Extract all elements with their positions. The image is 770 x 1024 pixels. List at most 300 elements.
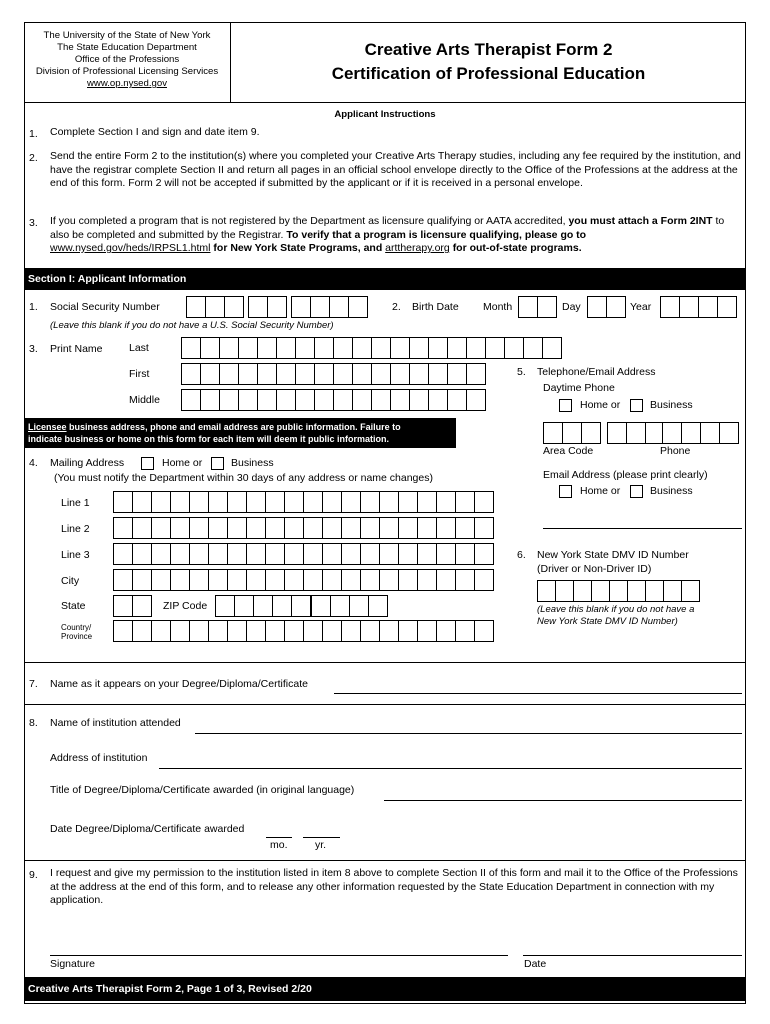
char-box[interactable]: [181, 389, 201, 411]
address-change-note: (You must notify the Department within 30 days of any address or name changes): [54, 472, 433, 484]
zip-ext-box[interactable]: [349, 595, 369, 617]
degree-date-label: Date Degree/Diploma/Certificate awarded: [50, 823, 245, 835]
birth-month-boxes[interactable]: [518, 296, 558, 318]
char-box[interactable]: [113, 569, 133, 591]
char-box[interactable]: [246, 543, 266, 565]
char-box[interactable]: [295, 363, 315, 385]
line3-label: Line 3: [61, 549, 90, 561]
instruction-3-bold: To verify that a program is licensure qualifying, please go to: [286, 228, 587, 241]
char-box[interactable]: [113, 517, 133, 539]
char-box[interactable]: [200, 337, 220, 359]
char-box[interactable]: [474, 517, 494, 539]
char-box[interactable]: [409, 363, 429, 385]
char-box[interactable]: [200, 389, 220, 411]
last-name-boxes[interactable]: [181, 337, 573, 359]
char-box[interactable]: [238, 337, 258, 359]
char-box[interactable]: [227, 620, 247, 642]
char-box[interactable]: [409, 337, 429, 359]
char-box[interactable]: [609, 580, 628, 602]
char-box[interactable]: [189, 517, 209, 539]
char-box[interactable]: [537, 580, 556, 602]
char-box[interactable]: [170, 543, 190, 565]
char-box[interactable]: [398, 491, 418, 513]
char-box[interactable]: [371, 337, 391, 359]
char-box[interactable]: [219, 363, 239, 385]
char-box[interactable]: [333, 337, 353, 359]
char-box[interactable]: [253, 595, 273, 617]
country-label-1: Country/: [61, 623, 92, 632]
char-box[interactable]: [151, 491, 171, 513]
char-box[interactable]: [474, 569, 494, 591]
char-box[interactable]: [360, 517, 380, 539]
char-box[interactable]: [719, 422, 739, 444]
middle-name-label: Middle: [129, 394, 160, 406]
char-box[interactable]: [219, 389, 239, 411]
char-box[interactable]: [227, 569, 247, 591]
page-footer: Creative Arts Therapist Form 2, Page 1 of 3, Revised 2/20: [24, 977, 746, 1001]
char-box[interactable]: [379, 620, 399, 642]
char-box[interactable]: [409, 389, 429, 411]
char-box[interactable]: [341, 569, 361, 591]
char-box[interactable]: [333, 363, 353, 385]
char-box[interactable]: [645, 580, 664, 602]
degree-month-input-line[interactable]: [266, 837, 292, 838]
dmv-id-note: [537, 604, 694, 628]
phone-prefix-boxes[interactable]: [607, 422, 667, 444]
char-box[interactable]: [390, 363, 410, 385]
day-label: Day: [562, 301, 581, 313]
item-number: 2.: [29, 152, 38, 164]
mailing-business-checkbox[interactable]: [211, 457, 224, 470]
zip-label: ZIP Code: [163, 600, 208, 612]
char-box[interactable]: [246, 491, 266, 513]
char-box[interactable]: [417, 569, 437, 591]
char-box[interactable]: [284, 491, 304, 513]
char-box[interactable]: [390, 337, 410, 359]
char-box[interactable]: [341, 491, 361, 513]
char-box[interactable]: [219, 337, 239, 359]
char-box[interactable]: [455, 517, 475, 539]
business-label: Business: [231, 457, 274, 469]
signature-label: Signature: [50, 958, 95, 970]
char-box[interactable]: [113, 543, 133, 565]
char-box[interactable]: [607, 422, 627, 444]
zip-code-boxes[interactable]: [215, 595, 401, 617]
month-label: Month: [483, 301, 513, 313]
char-box[interactable]: [352, 337, 372, 359]
char-box[interactable]: [257, 337, 277, 359]
org-line: Office of the Professions: [74, 54, 180, 65]
char-box[interactable]: [151, 543, 171, 565]
char-box[interactable]: [181, 337, 201, 359]
char-box[interactable]: [265, 569, 285, 591]
instruction-3: [50, 215, 744, 256]
print-name-label: Print Name: [50, 343, 103, 355]
char-box[interactable]: [417, 517, 437, 539]
q5-number: 5.: [517, 366, 526, 378]
char-box[interactable]: [265, 620, 285, 642]
signature-input-line[interactable]: [50, 955, 508, 956]
instruction-3-text: If you completed a program that is not registered by the Department as licensure qualifying or AATA accredited,: [50, 215, 566, 227]
permission-statement: I request and give my permission to the institution listed in item 8 above to complete Section II of this form and mail it to the Office of the Professions at the address at the end of this form, and to release any other information requested by the State Education Department in connection with my application.: [50, 867, 738, 906]
degree-title-input-line[interactable]: [384, 800, 742, 801]
char-box[interactable]: [113, 491, 133, 513]
char-box[interactable]: [428, 337, 448, 359]
char-box[interactable]: [200, 363, 220, 385]
char-box[interactable]: [447, 363, 467, 385]
institution-name-label: Name of institution attended: [50, 717, 181, 729]
char-box[interactable]: [542, 337, 562, 359]
char-box[interactable]: [208, 543, 228, 565]
q2-number: 2.: [392, 301, 401, 313]
char-box[interactable]: [626, 422, 646, 444]
char-box[interactable]: [428, 363, 448, 385]
char-box[interactable]: [189, 620, 209, 642]
char-box[interactable]: [291, 595, 311, 617]
char-box[interactable]: [447, 389, 467, 411]
email-label: Email Address (please print clearly): [543, 469, 708, 481]
zip-ext-box[interactable]: [330, 595, 350, 617]
char-box[interactable]: [246, 517, 266, 539]
char-box[interactable]: [573, 580, 592, 602]
char-box[interactable]: [322, 491, 342, 513]
char-box[interactable]: [276, 389, 296, 411]
date-label: Date: [524, 958, 547, 970]
char-box[interactable]: [238, 389, 258, 411]
char-box[interactable]: [265, 491, 285, 513]
year-label: Year: [630, 301, 652, 313]
char-box[interactable]: [485, 337, 505, 359]
char-box[interactable]: [132, 620, 152, 642]
phone-business-checkbox[interactable]: [630, 399, 643, 412]
birth-year-boxes[interactable]: [660, 296, 738, 318]
char-box[interactable]: [189, 569, 209, 591]
degree-year-input-line[interactable]: [303, 837, 340, 838]
state-label: State: [61, 600, 86, 612]
char-box[interactable]: [322, 517, 342, 539]
char-box[interactable]: [700, 422, 720, 444]
last-name-label: Last: [129, 342, 149, 354]
first-name-boxes[interactable]: [181, 363, 493, 385]
char-box[interactable]: [466, 389, 486, 411]
year-abbrev-label: yr.: [315, 839, 327, 851]
institution-address-input-line[interactable]: [159, 768, 742, 769]
email-business-checkbox[interactable]: [630, 485, 643, 498]
char-box[interactable]: [417, 620, 437, 642]
divider: [24, 662, 746, 663]
char-box[interactable]: [436, 620, 456, 642]
char-box[interactable]: [303, 491, 323, 513]
char-box[interactable]: [208, 620, 228, 642]
address-line3-boxes[interactable]: [113, 543, 505, 565]
char-box[interactable]: [455, 620, 475, 642]
char-box[interactable]: [234, 595, 254, 617]
city-label: City: [61, 575, 80, 587]
char-box[interactable]: [352, 363, 372, 385]
business-label: Business: [650, 485, 693, 497]
divider: [24, 704, 746, 705]
char-box[interactable]: [208, 569, 228, 591]
char-box[interactable]: [295, 337, 315, 359]
char-box[interactable]: [398, 543, 418, 565]
address-line2-boxes[interactable]: [113, 517, 505, 539]
email-input-line[interactable]: [543, 528, 742, 529]
telephone-email-label: Telephone/Email Address: [537, 366, 656, 378]
char-box[interactable]: [504, 337, 524, 359]
phone-home-checkbox[interactable]: [559, 399, 572, 412]
char-box[interactable]: [417, 543, 437, 565]
char-box[interactable]: [436, 543, 456, 565]
zip-ext-box[interactable]: [368, 595, 388, 617]
form-title: [231, 38, 746, 86]
char-box[interactable]: [284, 569, 304, 591]
instruction-2: Send the entire Form 2 to the institution(s) where you completed your Creative Arts Therapy studies, including any fee required by the institution, and have the registrar complete Section II and return all pages in an official school envelope directly to the Office of the Professions at the address at the end of this form. Form 2 will not be accepted if submitted by the applicant or if it is received in a personal envelope.: [50, 150, 741, 189]
char-box[interactable]: [371, 389, 391, 411]
middle-name-boxes[interactable]: [181, 389, 493, 411]
char-box[interactable]: [303, 569, 323, 591]
zip-ext-box[interactable]: [311, 595, 331, 617]
institution-name-input-line[interactable]: [195, 733, 742, 734]
char-box[interactable]: [257, 363, 277, 385]
line2-label: Line 2: [61, 523, 90, 535]
char-box[interactable]: [627, 580, 646, 602]
month-abbrev-label: mo.: [270, 839, 288, 851]
char-box[interactable]: [379, 491, 399, 513]
instruction-1: Complete Section I and sign and date item 9.: [50, 126, 260, 138]
char-box[interactable]: [314, 337, 334, 359]
char-box[interactable]: [447, 337, 467, 359]
q8-number: 8.: [29, 717, 38, 729]
char-box[interactable]: [379, 543, 399, 565]
item-number: 1.: [29, 128, 38, 140]
q7-number: 7.: [29, 678, 38, 690]
home-or-label: Home or: [580, 399, 621, 411]
char-box[interactable]: [436, 491, 456, 513]
char-box[interactable]: [272, 595, 292, 617]
institution-address-label: Address of institution: [50, 752, 148, 764]
char-box[interactable]: [257, 389, 277, 411]
ssn-boxes[interactable]: [186, 296, 372, 318]
ssn-note: (Leave this blank if you do not have a U.S. Social Security Number): [50, 320, 334, 331]
char-box[interactable]: [170, 517, 190, 539]
q6-number: 6.: [517, 549, 526, 561]
mailing-home-checkbox[interactable]: [141, 457, 154, 470]
phone-line-boxes[interactable]: [662, 422, 742, 444]
char-box[interactable]: [436, 569, 456, 591]
char-box[interactable]: [215, 595, 235, 617]
char-box[interactable]: [379, 569, 399, 591]
char-box[interactable]: [466, 337, 486, 359]
char-box[interactable]: [265, 543, 285, 565]
org-line: Division of Professional Licensing Services: [35, 66, 219, 77]
char-box[interactable]: [189, 491, 209, 513]
char-box[interactable]: [341, 517, 361, 539]
char-box[interactable]: [591, 580, 610, 602]
char-box[interactable]: [189, 543, 209, 565]
irpsl-link[interactable]: www.nysed.gov/heds/IRPSL1.html: [50, 242, 211, 254]
instruction-3-bold: for New York State Programs, and: [213, 242, 383, 254]
business-label: Business: [650, 399, 693, 411]
char-box[interactable]: [681, 580, 700, 602]
char-box[interactable]: [663, 580, 682, 602]
form-title-line1: Creative Arts Therapist Form 2: [364, 40, 613, 59]
instructions-heading: Applicant Instructions: [334, 109, 436, 120]
char-box[interactable]: [523, 337, 543, 359]
char-box[interactable]: [151, 569, 171, 591]
char-box[interactable]: [352, 389, 372, 411]
char-box[interactable]: [436, 517, 456, 539]
q1-number: 1.: [29, 301, 38, 313]
char-box[interactable]: [360, 620, 380, 642]
org-line: The University of the State of New York: [43, 30, 211, 41]
char-box[interactable]: [238, 363, 258, 385]
char-box[interactable]: [208, 491, 228, 513]
char-box[interactable]: [151, 517, 171, 539]
ssn-label: Social Security Number: [50, 301, 160, 313]
home-or-label: Home or: [580, 485, 621, 497]
char-box[interactable]: [170, 491, 190, 513]
char-box[interactable]: [208, 517, 228, 539]
mailing-address-label: Mailing Address: [50, 457, 125, 469]
char-box[interactable]: [455, 491, 475, 513]
char-box[interactable]: [681, 422, 701, 444]
char-box[interactable]: [246, 620, 266, 642]
q3-number: 3.: [29, 343, 38, 355]
item-number: 3.: [29, 217, 38, 229]
char-box[interactable]: [333, 389, 353, 411]
dmv-id-boxes[interactable]: [537, 580, 705, 602]
char-box[interactable]: [170, 620, 190, 642]
org-block: [24, 22, 231, 102]
city-boxes[interactable]: [113, 569, 505, 591]
char-box[interactable]: [284, 543, 304, 565]
char-box[interactable]: [227, 491, 247, 513]
country-label: [61, 623, 92, 641]
char-box[interactable]: [181, 363, 201, 385]
char-box[interactable]: [295, 389, 315, 411]
char-box[interactable]: [132, 543, 152, 565]
char-box[interactable]: [151, 620, 171, 642]
char-box[interactable]: [341, 620, 361, 642]
char-box[interactable]: [390, 389, 410, 411]
char-box[interactable]: [314, 363, 334, 385]
degree-name-label: Name as it appears on your Degree/Diploma/Certificate: [50, 678, 308, 690]
char-box[interactable]: [474, 491, 494, 513]
line1-label: Line 1: [61, 497, 90, 509]
arttherapy-link[interactable]: arttherapy.org: [385, 242, 450, 254]
char-box[interactable]: [455, 543, 475, 565]
char-box[interactable]: [227, 543, 247, 565]
public-info-notice: [24, 418, 456, 448]
q9-number: 9.: [29, 869, 38, 881]
org-line: The State Education Department: [57, 42, 197, 53]
first-name-label: First: [129, 368, 150, 380]
char-box[interactable]: [360, 543, 380, 565]
char-box[interactable]: [265, 517, 285, 539]
area-code-label: Area Code: [543, 445, 594, 457]
char-box[interactable]: [113, 620, 133, 642]
char-box[interactable]: [314, 389, 334, 411]
char-box[interactable]: [227, 517, 247, 539]
char-box[interactable]: [581, 422, 601, 444]
char-box[interactable]: [303, 620, 323, 642]
licensee-word: Licensee: [28, 422, 67, 432]
char-box[interactable]: [543, 422, 563, 444]
char-box[interactable]: [417, 491, 437, 513]
birth-date-label: Birth Date: [412, 301, 459, 313]
dmv-id-label-1: New York State DMV ID Number: [537, 549, 689, 561]
char-box[interactable]: [132, 595, 152, 617]
char-box[interactable]: [303, 543, 323, 565]
char-box[interactable]: [455, 569, 475, 591]
char-box[interactable]: [474, 620, 494, 642]
instruction-3-bold: you must attach a Form 2INT: [568, 215, 713, 227]
char-box[interactable]: [284, 517, 304, 539]
char-box[interactable]: [474, 543, 494, 565]
char-box[interactable]: [360, 491, 380, 513]
degree-name-input-line[interactable]: [334, 693, 742, 694]
notice-text: business address, phone and email address are public information. Failure to: [66, 422, 401, 432]
char-box[interactable]: [662, 422, 682, 444]
q4-number: 4.: [29, 457, 38, 469]
address-line1-boxes[interactable]: [113, 491, 505, 513]
birth-day-boxes[interactable]: [587, 296, 627, 318]
char-box[interactable]: [246, 569, 266, 591]
dmv-id-label-2: (Driver or Non-Driver ID): [537, 562, 652, 575]
char-box[interactable]: [428, 389, 448, 411]
char-box[interactable]: [132, 517, 152, 539]
instruction-3-text: to also be completed and submitted by the Registrar.: [50, 215, 725, 241]
char-box[interactable]: [113, 595, 133, 617]
area-code-boxes[interactable]: [543, 422, 603, 444]
section1-heading: Section I: Applicant Information: [24, 268, 746, 290]
char-box[interactable]: [398, 517, 418, 539]
char-box[interactable]: [303, 517, 323, 539]
char-box[interactable]: [170, 569, 190, 591]
dmv-id-label: [537, 549, 689, 576]
notice-text: indicate business or home on this form for each item will deem it public information.: [28, 434, 390, 444]
char-box[interactable]: [379, 517, 399, 539]
header-divider: [24, 102, 746, 103]
char-box[interactable]: [398, 569, 418, 591]
char-box[interactable]: [398, 620, 418, 642]
country-label-2: Province: [61, 632, 93, 641]
char-box[interactable]: [284, 620, 304, 642]
char-box[interactable]: [466, 363, 486, 385]
dmv-id-note-2: New York State DMV ID Number): [537, 616, 678, 627]
char-box[interactable]: [341, 543, 361, 565]
char-box[interactable]: [276, 337, 296, 359]
char-box[interactable]: [132, 491, 152, 513]
char-box[interactable]: [132, 569, 152, 591]
char-box[interactable]: [322, 620, 342, 642]
char-box[interactable]: [276, 363, 296, 385]
org-url-link[interactable]: www.op.nysed.gov: [87, 78, 167, 89]
char-box[interactable]: [371, 363, 391, 385]
char-box[interactable]: [360, 569, 380, 591]
degree-title-label: Title of Degree/Diploma/Certificate awarded (in original language): [50, 784, 355, 796]
char-box[interactable]: [562, 422, 582, 444]
char-box[interactable]: [555, 580, 574, 602]
phone-label: Phone: [660, 445, 691, 457]
state-boxes[interactable]: [113, 595, 153, 617]
country-boxes[interactable]: [113, 620, 505, 642]
home-or-label: Home or: [162, 457, 203, 469]
char-box[interactable]: [322, 543, 342, 565]
email-home-checkbox[interactable]: [559, 485, 572, 498]
date-input-line[interactable]: [523, 955, 742, 956]
char-box[interactable]: [322, 569, 342, 591]
